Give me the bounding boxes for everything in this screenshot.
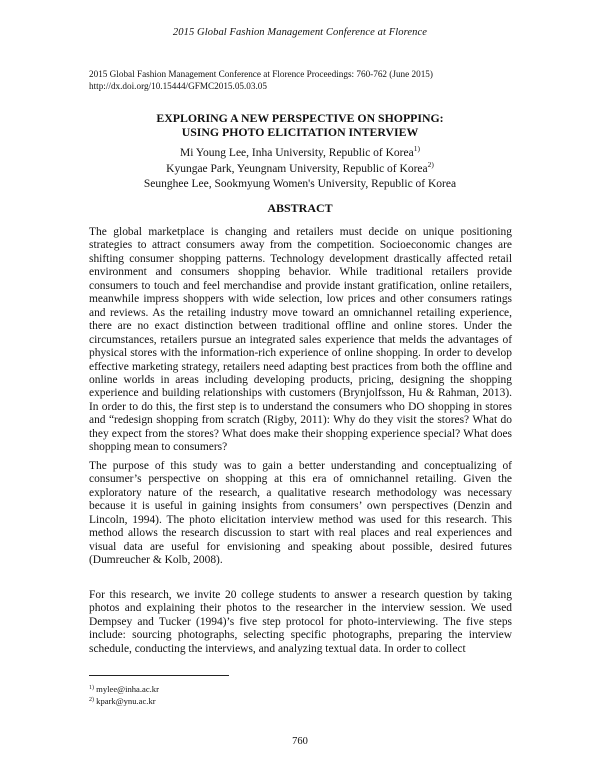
footnote-1 xyxy=(89,684,159,696)
author-2 xyxy=(0,159,600,178)
author-3 xyxy=(0,177,600,193)
citation-block xyxy=(89,68,519,92)
footnote-1-mark: 1) xyxy=(89,685,94,691)
abstract-paragraph-2: The purpose of this study was to gain a better understanding and conceptualizing of consumer’s perspective on shopping at this era of omnichannel retailing. Given the exploratory nature of the research, a qualitative research methodology was necessary because it is useful in gaining insights from consumers’ own perspectives (Denzin and Lincoln, 1994). The photo elicitation interview method was used for this research. This method allows the research discussion to start with real places and real experiences and visual data are useful for envisioning and speaking about possible, desired futures (Dumreucher & Kolb, 2008). xyxy=(89,460,512,567)
abstract-paragraph-3: For this research, we invite 20 college students to answer a research question by taking photos and explaining their photos to the researcher in the interview session. We used Dempsey and Tucker (1994)’s five step protocol for photo-interviewing. The five steps include: sourcing photographs, selecting specific photographs, preparing the interview schedule, conducting the interviews, and analyzing textual data. In order to collect xyxy=(89,589,512,655)
title-line-1: EXPLORING A NEW PERSPECTIVE ON SHOPPING: xyxy=(156,111,444,125)
author-2-affiliation: Kyungae Park, Yeungnam University, Republic of Korea xyxy=(166,162,428,175)
author-2-footnote-mark: 2) xyxy=(427,159,434,169)
running-header: 2015 Global Fashion Management Conference at Florence xyxy=(172,27,428,38)
footnote-divider xyxy=(89,675,229,676)
abstract-paragraph-1: The global marketplace is changing and retailers must decide on unique positioning strategies to attract consumers away from the competition. Socioeconomic changes are shifting consumer shopping patterns. Technology development drastically affected retail environment and consumers shopping behavior. While traditional retailers provide consumers to touch and feel merchandise and provide instant gratification, online retailers, meanwhile impress shoppers with wide selection, low prices and other consumers ratings and reviews. As the retailing industry move toward an omnichannel retailing experience, there are no exact distinction between traditional offline and online stores. Under the circumstances, retailers pursue an integrated sales experience that melds the advantages of physical stores with the information-rich experience of online shopping. In order to develop effective marketing strategy, retailers need adapting best practices from both the offline and online worlds in areas including developing products, pricing, designing the shopping experience and building relationships with customers (Brynjolfsson, Hu & Rahman, 2013). In order to do this, the first step is to understand the consumers who DO shopping in stores and “redesign shopping from scratch (Rigby, 2011): Why do they visit the stores? What do they expect from the stores? What does make their shopping experience special? What does shopping mean to consumers? xyxy=(89,226,512,454)
author-1-footnote-mark: 1) xyxy=(413,144,420,153)
paper-title xyxy=(0,111,600,139)
citation-doi: http://dx.doi.org/10.15444/GFMC2015.05.03.05 xyxy=(89,81,267,91)
footnote-2-mark: 2) xyxy=(89,696,94,703)
abstract-heading: ABSTRACT xyxy=(267,201,333,215)
title-line-2: USING PHOTO ELICITATION INTERVIEW xyxy=(181,125,419,139)
footnote-1-email: mylee@inha.ac.kr xyxy=(96,684,159,694)
author-3-affiliation: Seunghee Lee, Sookmyung Women's University, Republic of Korea xyxy=(143,178,457,190)
page-number: 760 xyxy=(292,736,308,747)
author-1 xyxy=(0,146,600,162)
footnote-2-email: kpark@ynu.ac.kr xyxy=(96,695,156,706)
citation-proceedings: 2015 Global Fashion Management Conference at Florence Proceedings: 760-762 (June 2015) xyxy=(89,69,433,79)
footnote-2 xyxy=(89,696,159,708)
author-1-affiliation: Mi Young Lee, Inha University, Republic of Korea xyxy=(180,147,414,159)
footnotes xyxy=(89,684,159,707)
author-list xyxy=(0,146,600,193)
